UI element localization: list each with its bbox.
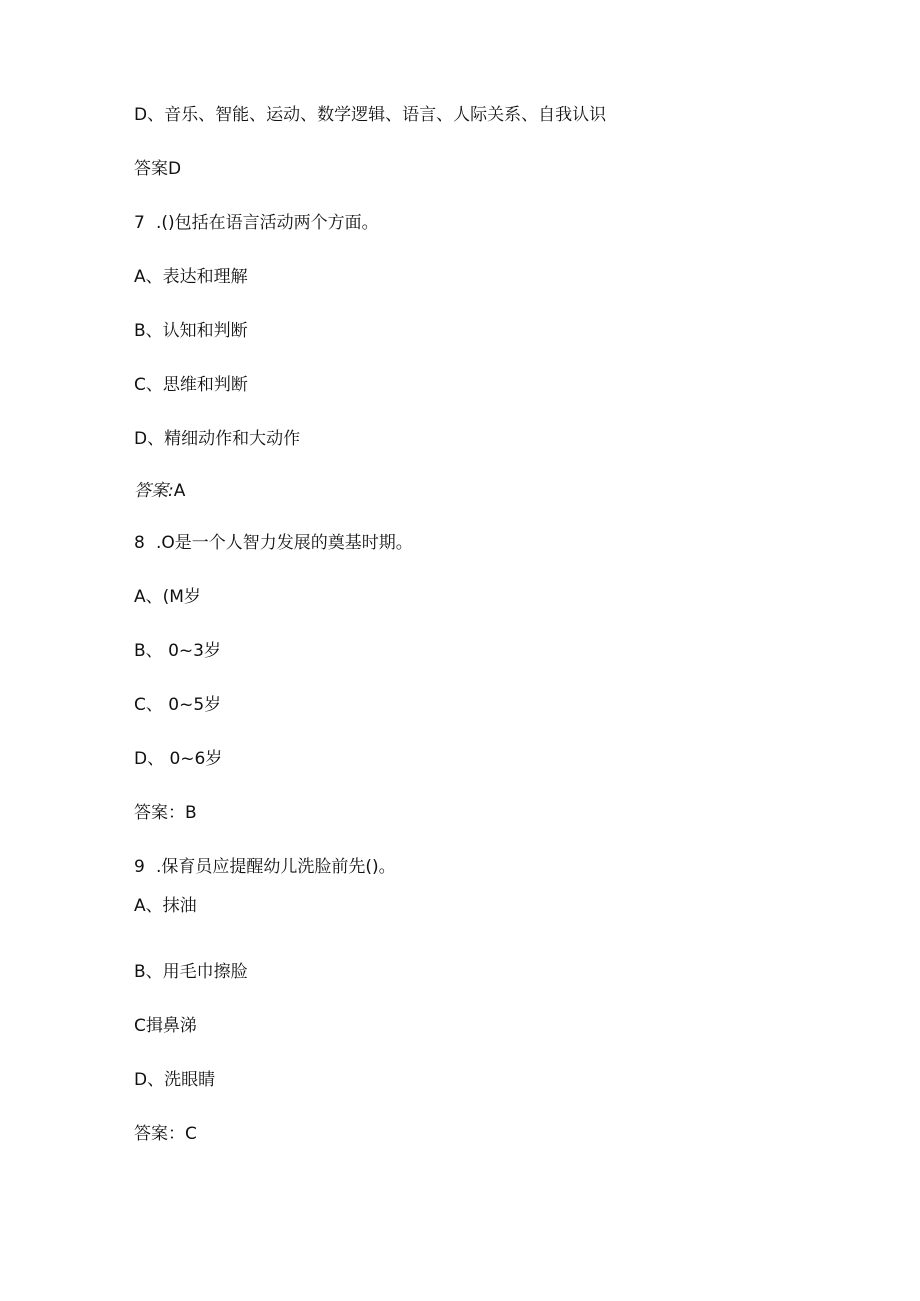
q7-answer (134, 480, 185, 502)
q9-option-b: B、用毛巾擦脸 (134, 962, 248, 982)
answer-label: 答案: (134, 481, 174, 501)
question-number: 9 (134, 857, 145, 877)
q7-option-a: A、表达和理解 (134, 267, 248, 287)
q7-option-d: D、精细动作和大动作 (134, 429, 301, 449)
q8-option-a: A、(M岁 (134, 587, 201, 607)
q7-option-c: C、思维和判断 (134, 375, 248, 395)
question-text: .O是一个人智力发展的奠基时期。 (156, 533, 413, 553)
question-text: .保育员应提醒幼儿洗脸前先()。 (156, 857, 396, 877)
q9-option-a: A、抹油 (134, 896, 197, 916)
q8-answer: 答案：B (134, 803, 197, 823)
answer-prev: 答案D (134, 159, 182, 179)
q8-option-b: B、 0~3岁 (134, 641, 221, 661)
q9-answer: 答案：C (134, 1124, 197, 1144)
question-7 (134, 212, 379, 234)
option-d-prev: D、音乐、智能、运动、数学逻辑、语言、人际关系、自我认识 (134, 105, 607, 125)
q8-option-c: C、 0~5岁 (134, 695, 222, 715)
question-8 (134, 532, 413, 554)
question-9 (134, 856, 396, 878)
q9-option-c: C揖鼻涕 (134, 1016, 197, 1036)
question-number: 7 (134, 213, 145, 233)
question-text: .()包括在语言活动两个方面。 (156, 213, 379, 233)
q7-option-b: B、认知和判断 (134, 321, 248, 341)
answer-value: A (173, 481, 186, 501)
q8-option-d: D、 0~6岁 (134, 749, 223, 769)
question-number: 8 (134, 533, 145, 553)
q9-option-d: D、洗眼睛 (134, 1070, 216, 1090)
